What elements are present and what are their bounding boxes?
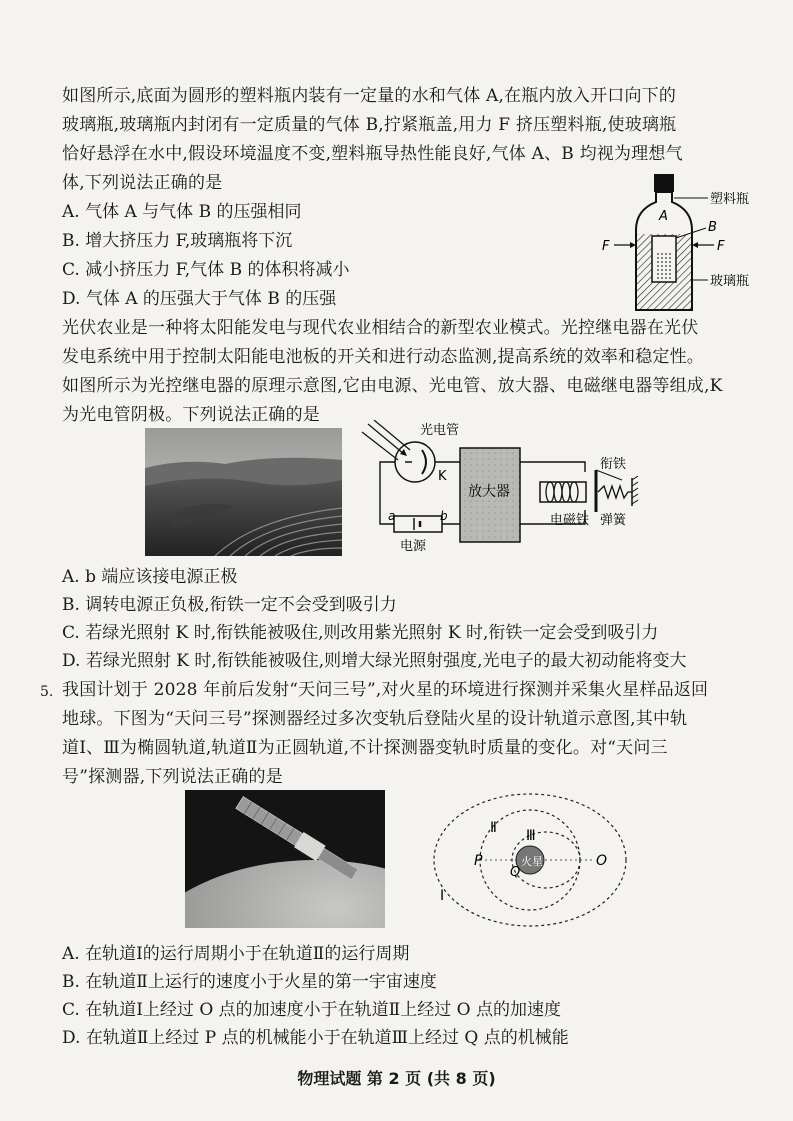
label-orbit-3: Ⅲ — [526, 828, 536, 844]
q3-option-b: B. 在轨道Ⅱ上运行的速度小于火星的第一宇宙速度 — [62, 972, 437, 992]
q1-stem-line-1: 如图所示,底面为圆形的塑料瓶内装有一定量的水和气体 A,在瓶内放入开口向下的 — [62, 86, 677, 106]
label-phototube: 光电管 — [420, 423, 460, 438]
label-gas-b: B — [708, 220, 717, 235]
label-armature: 衔铁 — [600, 457, 627, 472]
label-mars: 火星 — [521, 855, 543, 868]
label-orbit-2: Ⅱ — [490, 820, 497, 836]
label-spring: 弹簧 — [600, 513, 627, 528]
gas-b-region — [655, 252, 673, 280]
label-point-q: Q — [510, 865, 521, 880]
phototube-symbol — [395, 442, 435, 482]
q3-option-c: C. 在轨道Ⅰ上经过 O 点的加速度小于在轨道Ⅱ上经过 O 点的加速度 — [62, 1000, 561, 1020]
q1-stem-line-2: 玻璃瓶,玻璃瓶内封闭有一定质量的气体 B,拧紧瓶盖,用力 F 挤压塑料瓶,使玻璃瓶 — [62, 115, 677, 135]
q1-option-d: D. 气体 A 的压强大于气体 B 的压强 — [62, 289, 337, 309]
mars-probe-photo — [185, 790, 385, 928]
q2-option-c: C. 若绿光照射 K 时,衔铁能被吸住,则改用紫光照射 K 时,衔铁一定会受到吸引力 — [62, 623, 659, 643]
q3-stem-line-1: 我国计划于 2028 年前后发射“天问三号”,对火星的环境进行探测并采集火星样品返回 — [62, 680, 709, 700]
label-cathode-k: K — [438, 469, 447, 484]
q2-stem-line-3: 如图所示为光控继电器的原理示意图,它由电源、光电管、放大器、电磁继电器等组成,K — [62, 376, 723, 396]
q1-option-a: A. 气体 A 与气体 B 的压强相同 — [62, 202, 302, 222]
label-electromagnet: 电磁铁 — [550, 513, 590, 528]
q3-stem-line-3: 道Ⅰ、Ⅲ为椭圆轨道,轨道Ⅱ为正圆轨道,不计探测器变轨时质量的变化。对“天问三 — [62, 738, 668, 758]
q1-stem-line-3: 恰好悬浮在水中,假设环境温度不变,塑料瓶导热性能良好,气体 A、B 均视为理想气 — [62, 144, 683, 164]
label-terminal-b: b — [440, 509, 448, 523]
q3-option-a: A. 在轨道Ⅰ的运行周期小于在轨道Ⅱ的运行周期 — [62, 944, 410, 964]
label-power-supply: 电源 — [400, 539, 427, 554]
power-supply-box — [394, 516, 442, 532]
label-point-o: O — [596, 853, 608, 869]
label-gas-a: A — [659, 209, 668, 224]
q1-option-b: B. 增大挤压力 F,玻璃瓶将下沉 — [62, 231, 293, 251]
label-amplifier: 放大器 — [468, 484, 510, 500]
label-orbit-1: Ⅰ — [440, 888, 445, 904]
q2-stem-line-1: 光伏农业是一种将太阳能发电与现代农业相结合的新型农业模式。光控继电器在光伏 — [62, 318, 699, 338]
bottle-cap — [654, 174, 674, 192]
bottle-figure — [600, 172, 780, 322]
q2-stem-line-2: 发电系统中用于控制太阳能电池板的开关和进行动态监测,提高系统的效率和稳定性。 — [62, 347, 705, 367]
relay-circuit-diagram — [360, 420, 660, 570]
label-force-right: F — [717, 239, 725, 254]
label-plastic-bottle: 塑料瓶 — [710, 192, 750, 207]
label-glass-bottle: 玻璃瓶 — [710, 274, 750, 289]
q3-option-d: D. 在轨道Ⅱ上经过 P 点的机械能小于在轨道Ⅲ上经过 Q 点的机械能 — [62, 1028, 569, 1048]
q2-option-a: A. b 端应该接电源正极 — [62, 567, 238, 587]
q3-stem-line-4: 号”探测器,下列说法正确的是 — [62, 767, 283, 787]
q1-option-c: C. 减小挤压力 F,气体 B 的体积将减小 — [62, 260, 350, 280]
q3-stem-line-2: 地球。下图为“天问三号”探测器经过多次变轨后登陆火星的设计轨道示意图,其中轨 — [62, 709, 688, 729]
orbit-diagram — [418, 790, 638, 940]
label-point-p: P — [474, 853, 483, 869]
solar-farm-photo — [145, 428, 342, 556]
q1-stem-line-4: 体,下列说法正确的是 — [62, 173, 223, 193]
page-footer: 物理试题 第 2 页 (共 8 页) — [297, 1069, 496, 1088]
spring-symbol — [598, 486, 632, 498]
label-force-left: F — [602, 239, 610, 254]
q2-option-b: B. 调转电源正负极,衔铁一定不会受到吸引力 — [62, 595, 397, 615]
q2-option-d: D. 若绿光照射 K 时,衔铁能被吸住,则增大绿光照射强度,光电子的最大初动能将变大 — [62, 651, 687, 671]
q3-number: 5. — [40, 684, 54, 700]
label-terminal-a: a — [388, 509, 396, 523]
q2-stem-line-4: 为光电管阴极。下列说法正确的是 — [62, 405, 320, 425]
